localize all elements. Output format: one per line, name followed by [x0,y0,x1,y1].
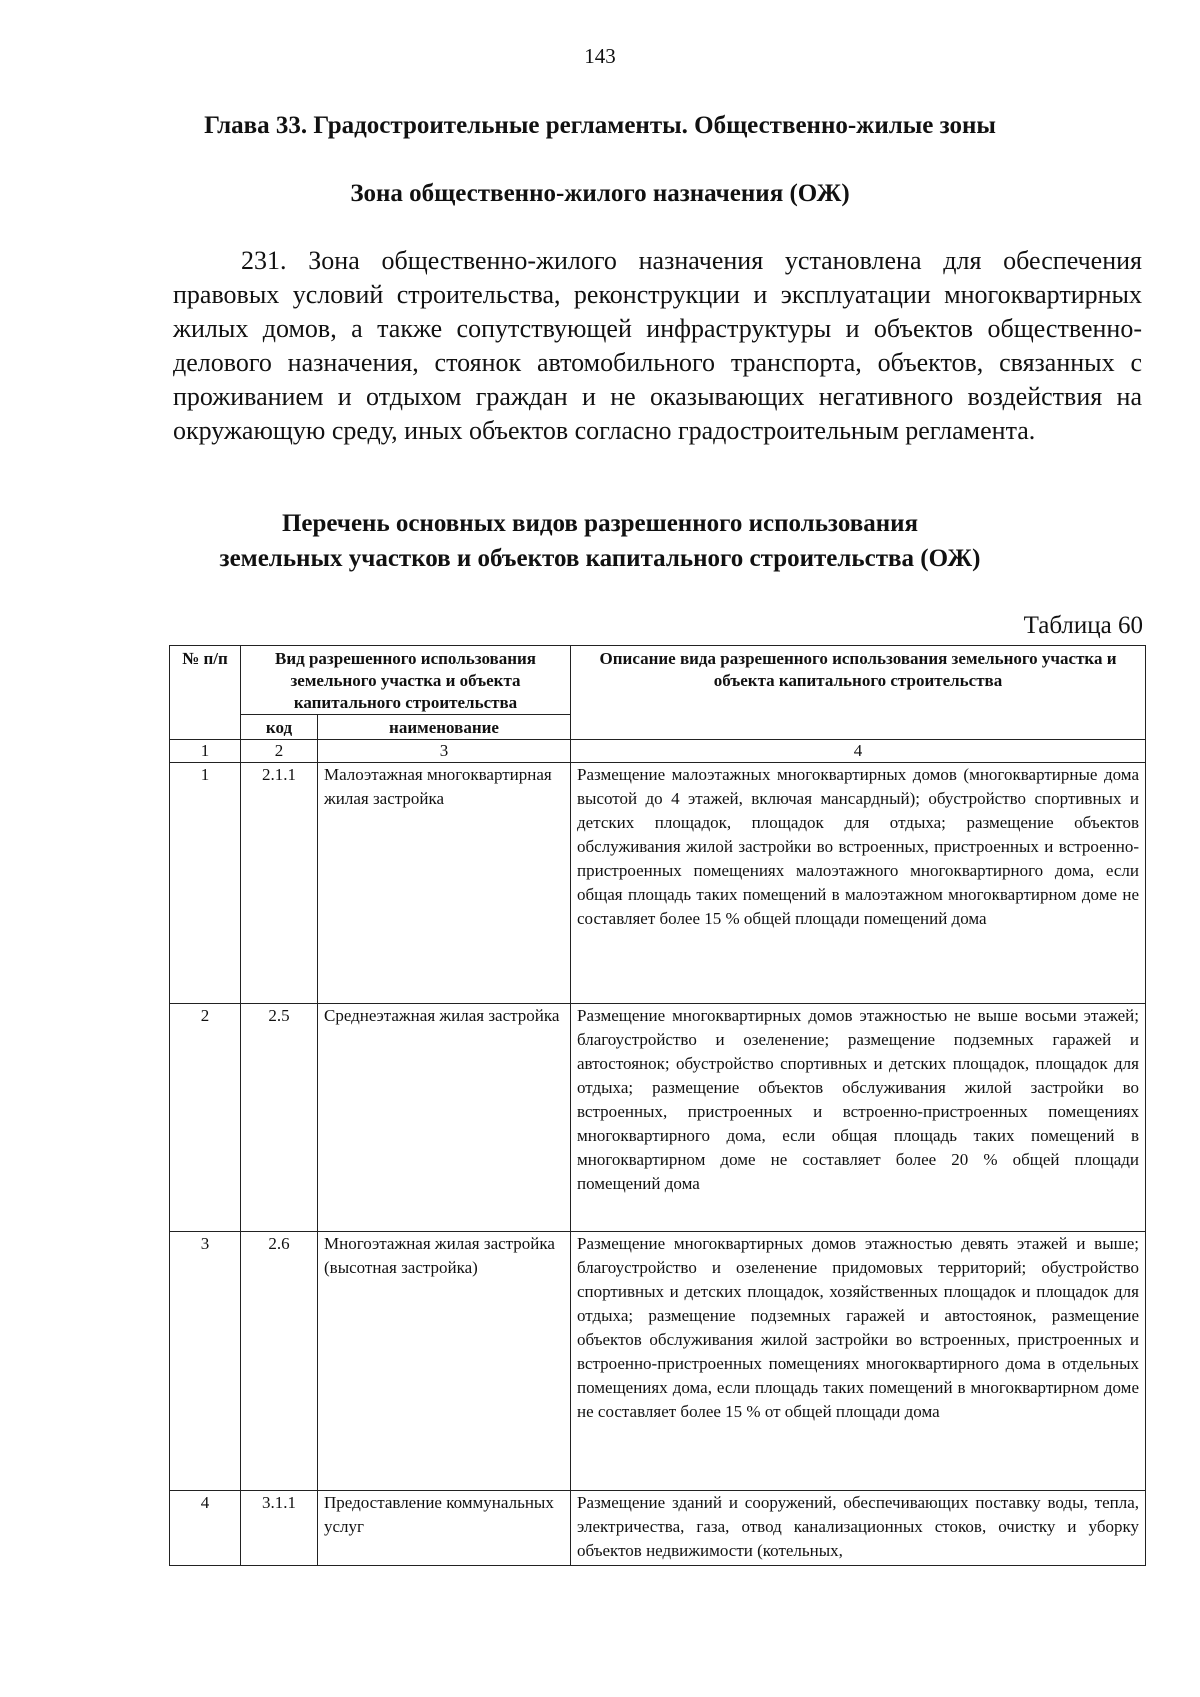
table-row [170,1004,1146,1232]
table-row [170,1491,1146,1566]
row-num: 2 [170,1004,241,1232]
row-name: Малоэтажная многоквартирная жилая застройка [318,763,571,1004]
list-title [0,506,1200,576]
index-row [170,740,1146,763]
table-caption: Таблица 60 [1023,612,1143,639]
row-code: 2.1.1 [241,763,318,1004]
page-number: 143 [584,44,616,68]
list-title-line-2: земельных участков и объектов капитального строительства (ОЖ) [219,545,981,572]
row-code: 2.5 [241,1004,318,1232]
table-row [170,763,1146,1004]
row-code: 2.6 [241,1232,318,1491]
header-row [170,646,1146,715]
index-cell: 3 [318,740,571,763]
row-name: Среднеэтажная жилая застройка [318,1004,571,1232]
row-name: Предоставление коммунальных услуг [318,1491,571,1566]
row-description: Размещение многоквартирных домов этажностью девять этажей и выше; благоустройство и озеленение придомовых территорий; обустройство спортивных и детских площадок, хозяйственных площадок и площадок для отдыха; размещение подземных гаражей и автостоянок, размещение объектов обслуживания жилой застройки во встроенных, пристроенных и встроенно-пристроенных помещениях многоквартирного дома в отдельных помещениях дома, если площадь таких помещений в многоквартирном доме не составляет более 15 % от общей площади дома [571,1232,1146,1491]
row-description: Размещение малоэтажных многоквартирных домов (многоквартирные дома высотой до 4 этажей, включая мансардный); обустройство спортивных и детских площадок, площадок для отдыха; размещение объектов обслуживания жилой застройки во встроенных, пристроенных и встроенно-пристроенных помещениях малоэтажного многоквартирного дома, если общая площадь таких помещений в малоэтажном многоквартирном доме не составляет более 15 % общей площади помещений дома [571,763,1146,1004]
header-num: № п/п [170,646,241,740]
row-description: Размещение зданий и сооружений, обеспечивающих поставку воды, тепла, электричества, газа, отвод канализационных стоков, очистку и уборку объектов недвижимости (котельных, [571,1491,1146,1566]
row-name: Многоэтажная жилая застройка (высотная застройка) [318,1232,571,1491]
row-description: Размещение многоквартирных домов этажностью не выше восьми этажей; благоустройство и озеленение; размещение подземных гаражей и автостоянок; обустройство спортивных и детских площадок, площадок для отдыха; размещение объектов обслуживания жилой застройки во встроенных, пристроенных и встроенно-пристроенных помещениях многоквартирного дома, если общая площадь таких помещений в многоквартирном доме не составляет более 20 % общей площади помещений дома [571,1004,1146,1232]
table-row [170,1232,1146,1491]
row-num: 1 [170,763,241,1004]
row-num: 4 [170,1491,241,1566]
index-cell: 4 [571,740,1146,763]
chapter-title: Глава 33. Градостроительные регламенты. Общественно-жилые зоны [204,112,996,139]
list-title-line-1: Перечень основных видов разрешенного использования [281,510,919,537]
row-num: 3 [170,1232,241,1491]
header-description: Описание вида разрешенного использования земельного участка и объекта капитального строительства [571,646,1146,740]
index-cell: 2 [241,740,318,763]
row-code: 3.1.1 [241,1491,318,1566]
paragraph-231: 231. Зона общественно-жилого назначения установлена для обеспечения правовых условий строительства, реконструкции и эксплуатации многоквартирных жилых домов, а также сопутствующей инфраструктуры и объектов общественно-делового назначения, стоянок автомобильного транспорта, объектов, связанных с проживанием и отдыхом граждан и не оказывающих негативного воздействия на окружающую среду, иных объектов согласно градостроительным регламента. [173,246,1142,445]
header-name: наименование [318,715,571,740]
header-code: код [241,715,318,740]
regulations-table [169,645,1146,1566]
index-cell: 1 [170,740,241,763]
zone-title: Зона общественно-жилого назначения (ОЖ) [350,180,850,207]
header-type: Вид разрешенного использования земельного участка и объекта капитального строительства [241,646,571,715]
